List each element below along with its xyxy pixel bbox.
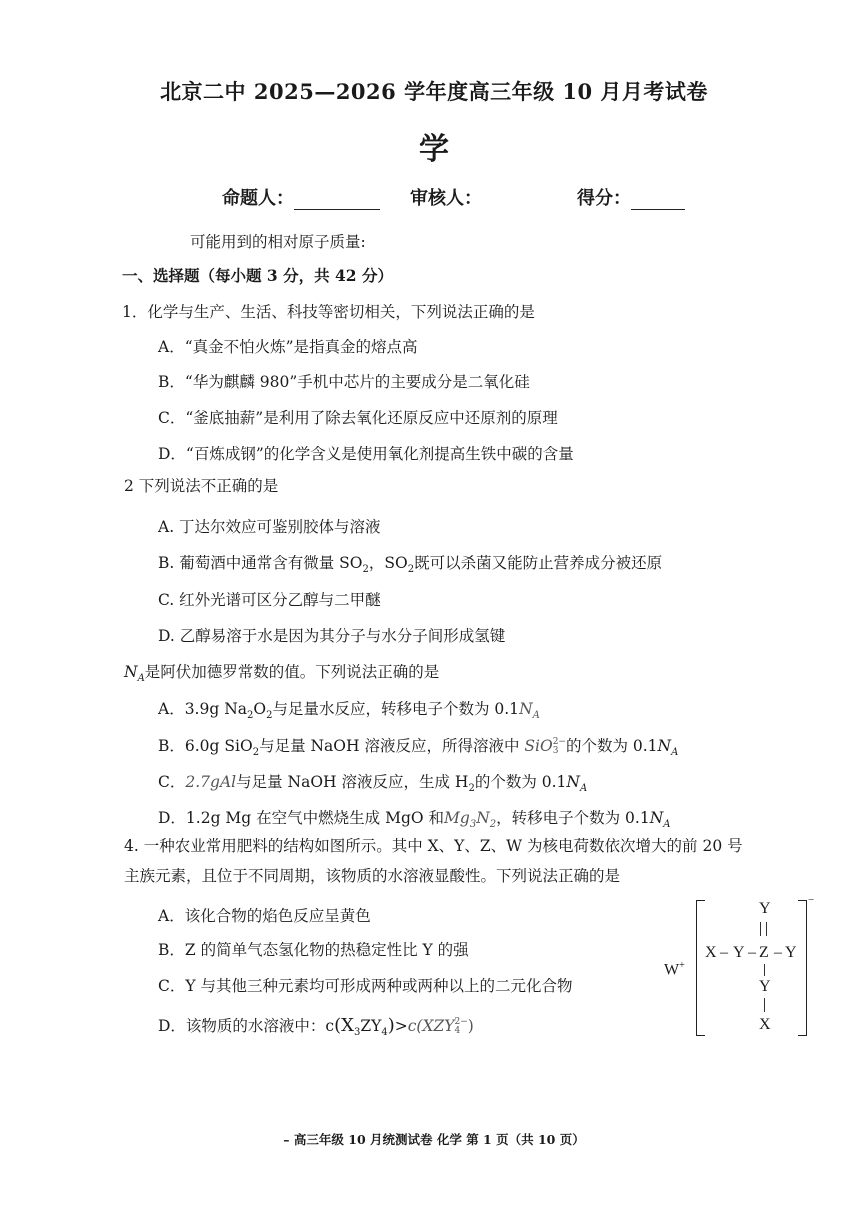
formula-close: ): [387, 1015, 395, 1036]
question-4-stem-line-1: 4. 一种农业常用肥料的结构如图所示。其中 X、Y、Z、W 为核电荷数依次增大的前 20 号: [124, 837, 743, 855]
greater-than: >: [394, 1017, 408, 1035]
atom-x-left: X: [705, 944, 717, 961]
na-symbol: N: [566, 773, 580, 791]
atom-z-center: Z: [759, 944, 769, 961]
author-blank[interactable]: [294, 191, 380, 210]
double-bond: [760, 922, 767, 936]
subject-title: 学: [419, 132, 449, 167]
q1-option-a[interactable]: A．“真金不怕火炼”是指真金的熔点高: [158, 338, 418, 356]
single-bond: [764, 964, 765, 976]
exam-title: 北京二中 2025—2026 学年度高三年级 10 月月考试卷: [160, 79, 708, 104]
question-1-stem: 1．化学与生产、生活、科技等密切相关，下列说法正确的是: [122, 303, 535, 321]
subscript: A: [532, 710, 540, 722]
q3-option-b[interactable]: [158, 734, 678, 758]
na-symbol: N: [649, 809, 664, 827]
section-heading: 一、选择题（每小题 3 分，共 42 分）: [122, 266, 393, 285]
subscript: 2: [489, 819, 497, 831]
q3d-text-1: D．1.2g Mg 在空气中燃烧生成 MgO 和: [158, 809, 445, 827]
score-label: 得分：: [577, 188, 631, 209]
reviewer-label: 审核人：: [410, 188, 482, 209]
q3b-text-1: B．6.0g SiO: [158, 737, 253, 755]
q3-option-a[interactable]: [158, 697, 540, 721]
subscript: A: [671, 747, 679, 759]
subscript: 2: [362, 564, 369, 576]
q3a-text-3: 与足量水反应，转移电子个数为 0.1: [272, 700, 520, 718]
subscript: A: [663, 819, 671, 831]
q1-option-b[interactable]: B．“华为麒麟 980”手机中芯片的主要成分是二氧化硅: [158, 373, 530, 391]
q2-option-a[interactable]: A. 丁达尔效应可鉴别胶体与溶液: [158, 518, 381, 536]
subscript: 3: [469, 819, 477, 831]
atom-y-center: Y: [733, 944, 745, 961]
subscript: A: [579, 783, 588, 795]
silicate-ion: SiO: [524, 737, 553, 755]
formula-rhs: c(XZY: [407, 1017, 455, 1035]
subscript: 2: [247, 710, 254, 722]
atom-y-right: Y: [785, 944, 797, 961]
cation-w: W+: [664, 960, 685, 979]
subscript: 2: [407, 564, 415, 576]
q3b-text-3: 的个数为 0.1: [565, 737, 658, 755]
subscript: 4: [381, 1027, 388, 1039]
atomic-mass-note: 可能用到的相对原子质量:: [190, 233, 366, 251]
na-symbol: N: [519, 700, 533, 718]
q4-option-c[interactable]: C．Y 与其他三种元素均可形成两种或两种以上的二元化合物: [158, 977, 573, 995]
q3-option-c[interactable]: [158, 770, 587, 794]
anion-charge: −: [808, 894, 815, 906]
q2b-text-2: ，SO: [368, 554, 408, 572]
atom-x-bottom: X: [759, 1016, 771, 1033]
q2b-text-3: 既可以杀菌又能防止营养成分被还原: [414, 554, 663, 572]
formula-rhs-close: ): [467, 1017, 474, 1035]
ion-scripts: [455, 1018, 468, 1036]
q2-option-d[interactable]: D. 乙醇易溶于水是因为其分子与水分子间形成氢键: [158, 627, 506, 645]
subscript: 2: [468, 783, 475, 795]
q1-option-c[interactable]: C．“釜底抽薪”是利用了除去氧化还原反应中还原剂的原理: [158, 409, 558, 427]
q3a-text-1: A．3.9g Na: [158, 700, 247, 718]
na-symbol: N: [124, 663, 138, 681]
question-4-stem-line-2: 主族元素，且位于不同周期，该物质的水溶液显酸性。下列说法正确的是: [124, 867, 621, 885]
superscript: 2−: [552, 737, 566, 747]
author-field: [222, 184, 380, 210]
question-3-stem: [124, 660, 439, 684]
q3d-text-2: ，转移电子个数为 0.1: [496, 809, 650, 827]
q2b-text-1: B. 葡萄酒中通常含有微量 SO: [158, 554, 363, 572]
subscript: 2: [266, 710, 273, 722]
subscript: 3: [353, 1027, 361, 1039]
q3b-text-2: 与足量 NaOH 溶液反应，所得溶液中: [259, 737, 520, 755]
q4d-text-1: D．该物质的水溶液中：c: [158, 1017, 335, 1035]
right-bracket: [798, 900, 807, 1036]
q4-option-b[interactable]: B．Z 的简单气态氢化物的热稳定性比 Y 的强: [158, 941, 469, 959]
n-symbol: N: [476, 809, 490, 827]
score-field: [577, 184, 685, 210]
formula-open: (X: [334, 1015, 354, 1036]
na-symbol: N: [657, 737, 672, 755]
q1-option-d[interactable]: D．“百炼成钢”的化学含义是使用氧化剂提高生铁中碳的含量: [158, 445, 574, 463]
bond-dash: –: [720, 944, 728, 961]
page-footer: – 高三年级 10 月统测试卷 化学 第 1 页（共 10 页）: [283, 1132, 585, 1147]
ion-scripts: [553, 738, 566, 756]
left-bracket: [696, 900, 705, 1036]
q4-option-a[interactable]: A．该化合物的焰色反应呈黄色: [158, 907, 371, 925]
compound-structure-diagram: [664, 894, 814, 1044]
q4-option-d[interactable]: [158, 1014, 474, 1038]
q3c-text-3: 的个数为 0.1: [474, 773, 567, 791]
q3c-text-1: C．: [158, 773, 186, 791]
subscript: 2: [252, 747, 260, 759]
mg-symbol: Mg: [444, 809, 470, 827]
subscript: A: [137, 673, 145, 685]
aluminum-mass: 2.7gAl: [185, 773, 237, 791]
q3-stem-text: 是阿伏加德罗常数的值。下列说法正确的是: [144, 663, 440, 681]
q3a-text-2: O: [253, 700, 267, 718]
bond-dash: –: [748, 944, 756, 961]
bond-dash: –: [774, 944, 782, 961]
formula-zy: ZY: [360, 1017, 382, 1035]
score-blank[interactable]: [631, 191, 685, 210]
q2-option-b[interactable]: [158, 551, 662, 575]
q2-option-c[interactable]: C. 红外光谱可区分乙醇与二甲醚: [158, 591, 381, 609]
q3c-text-2: 与足量 NaOH 溶液反应，生成 H: [236, 773, 469, 791]
q3-option-d[interactable]: [158, 806, 671, 830]
superscript: 2−: [454, 1017, 468, 1027]
author-label: 命题人：: [222, 188, 294, 209]
atom-y-top: Y: [759, 900, 771, 917]
reviewer-field: [410, 184, 482, 210]
atom-y-bottom: Y: [759, 978, 771, 995]
subscript: 3: [552, 746, 559, 756]
subscript: 4: [454, 1026, 461, 1036]
single-bond: [764, 998, 765, 1012]
question-2-stem: 2 下列说法不正确的是: [124, 477, 279, 495]
